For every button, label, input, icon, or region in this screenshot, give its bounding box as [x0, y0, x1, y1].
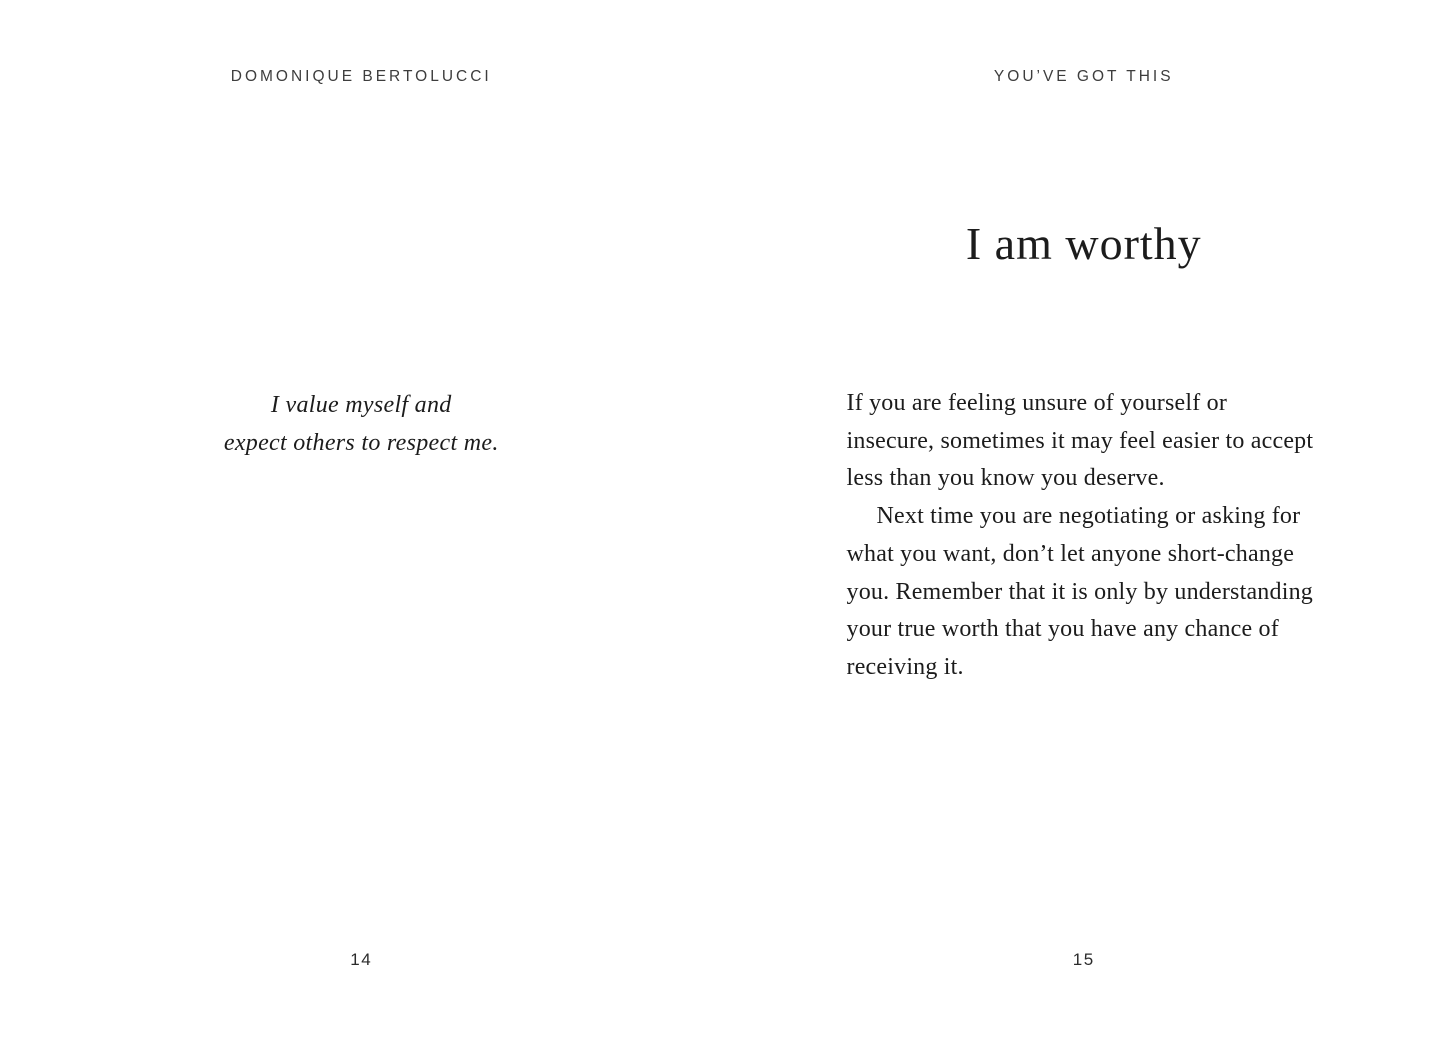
right-page: [723, 0, 1445, 1038]
page-number-right: 15: [1072, 950, 1095, 969]
running-header-author: DOMONIQUE BERTOLUCCI: [230, 68, 492, 85]
page-number-left: 14: [350, 950, 373, 969]
body-text: [847, 385, 1319, 687]
running-header-book-title: YOU’VE GOT THIS: [993, 68, 1174, 85]
body-paragraph-1: If you are feeling unsure of yourself or insecure, sometimes it may feel easier to accept less than you know you deserve.: [846, 390, 1314, 492]
chapter-title: I am worthy: [965, 218, 1202, 269]
affirmation-quote: [0, 386, 723, 462]
quote-line-1: I value myself and: [270, 392, 452, 418]
body-paragraph-2: Next time you are negotiating or asking for what you want, don’t let anyone short-change you. Remember that it is only by understanding your true worth that you have any chance of receiving it.: [846, 503, 1313, 680]
quote-line-2: expect others to respect me.: [223, 430, 499, 456]
